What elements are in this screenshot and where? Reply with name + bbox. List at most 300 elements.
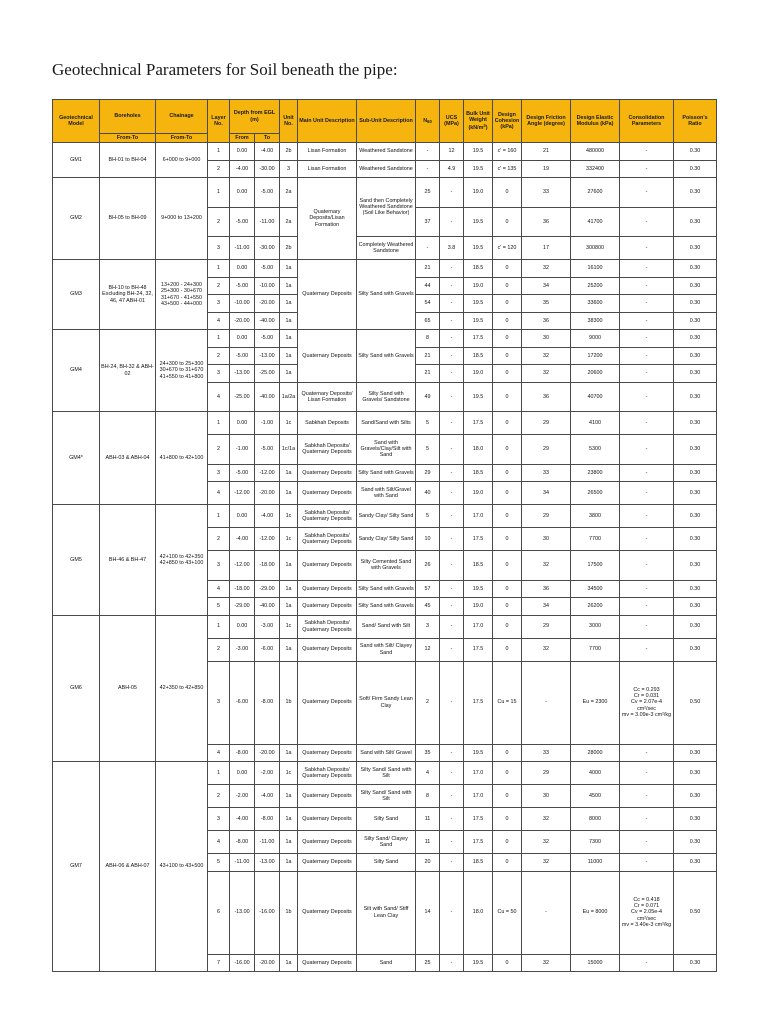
unit-cell: 1c [280, 528, 298, 551]
sub-unit-cell: Silty Cemented Sand with Gravels [357, 551, 416, 581]
friction-cell: 33 [522, 464, 571, 482]
consolidation-cell: - [620, 785, 674, 808]
unit-cell: 1a [280, 744, 298, 762]
sub-unit-cell: Silty Sand/ Sand with Silt [357, 762, 416, 785]
elastic-cell: 4000 [571, 762, 620, 785]
consolidation-cell [620, 661, 674, 744]
ucs-cell: - [440, 871, 464, 954]
n60-label: N [423, 117, 428, 124]
elastic-cell: 20600 [571, 365, 620, 383]
poisson-cell: 0.30 [674, 435, 717, 465]
layer-cell: 6 [208, 871, 230, 954]
layer-cell: 3 [208, 365, 230, 383]
unit-cell: 1a [280, 347, 298, 365]
unit-cell: 1c [280, 505, 298, 528]
ucs-cell: - [440, 312, 464, 330]
depth-from-cell: 0.00 [230, 412, 255, 435]
table-row [53, 178, 717, 208]
ucs-cell: - [440, 435, 464, 465]
col-header-unit-no: Unit No. [280, 100, 298, 143]
unit-cell: 1a [280, 295, 298, 313]
main-unit-cell: Quaternary Deposits [298, 854, 357, 872]
friction-cell: 17 [522, 237, 571, 260]
ucs-cell: - [440, 551, 464, 581]
friction-cell: 32 [522, 551, 571, 581]
unit-cell: 1c/1a [280, 435, 298, 465]
poisson-cell: 0.30 [674, 365, 717, 383]
ucs-cell: - [440, 482, 464, 505]
friction-cell: 32 [522, 854, 571, 872]
depth-from-cell: -2.00 [230, 785, 255, 808]
depth-from-cell: -8.00 [230, 744, 255, 762]
elastic-cell: 26500 [571, 482, 620, 505]
col-header-n60 [416, 100, 440, 143]
friction-cell: 19 [522, 160, 571, 178]
col-header-ucs: UCS (MPa) [440, 100, 464, 143]
col-header-friction: Design Friction Angle (degree) [522, 100, 571, 143]
sub-unit-cell: Sand [357, 954, 416, 972]
cohesion-cell: 0 [493, 482, 522, 505]
depth-from-cell: -18.00 [230, 580, 255, 598]
ucs-cell: - [440, 178, 464, 208]
sub-unit-cell: Silty Sand/ Sand with Silt [357, 785, 416, 808]
main-unit-cell: Quaternary Deposits [298, 551, 357, 581]
depth-to-cell: -5.00 [255, 260, 280, 278]
elastic-cell: 9000 [571, 330, 620, 348]
bulk-cell: 19.5 [464, 207, 493, 237]
sub-unit-cell: Sand then Completely Weathered Sandstone (Soil Like Behavior) [357, 178, 416, 237]
bulk-cell: 19.5 [464, 237, 493, 260]
main-unit-cell: Quaternary Deposits [298, 954, 357, 972]
depth-from-cell: 0.00 [230, 505, 255, 528]
ucs-cell: - [440, 854, 464, 872]
main-unit-cell: Lisan Formation [298, 143, 357, 161]
n60-cell: 4 [416, 762, 440, 785]
bulk-cell: 19.5 [464, 580, 493, 598]
layer-cell: 1 [208, 615, 230, 638]
depth-to-cell: -40.00 [255, 312, 280, 330]
poisson-cell: 0.50 [674, 871, 717, 954]
cohesion-cell: 0 [493, 505, 522, 528]
n60-subscript: 60 [427, 118, 432, 124]
depth-from-cell: -11.00 [230, 237, 255, 260]
main-unit-cell: Sabkhah Deposits/ Quaternary Deposits [298, 762, 357, 785]
depth-from-cell: -8.00 [230, 831, 255, 854]
sub-unit-cell: Silt with Sand/ Stiff Lean Clay [357, 871, 416, 954]
chainage-cell: 9+000 to 13+200 [156, 178, 208, 260]
cohesion-cell: 0 [493, 615, 522, 638]
poisson-cell: 0.50 [674, 661, 717, 744]
layer-cell: 1 [208, 762, 230, 785]
unit-cell: 1a [280, 277, 298, 295]
consolidation-cell: - [620, 464, 674, 482]
n60-cell: 49 [416, 382, 440, 412]
consolidation-mv: mv = 3.40e-3 cm²/kg [621, 921, 672, 928]
sub-unit-cell: Sand with Silt/ Clayey Sand [357, 638, 416, 661]
ucs-cell: - [440, 260, 464, 278]
friction-cell: 21 [522, 143, 571, 161]
layer-cell: 2 [208, 207, 230, 237]
unit-cell: 1c [280, 615, 298, 638]
main-unit-cell: Quaternary Deposits [298, 464, 357, 482]
depth-from-cell: -12.00 [230, 551, 255, 581]
cohesion-cell: 0 [493, 744, 522, 762]
elastic-cell: 300800 [571, 237, 620, 260]
unit-cell: 1a [280, 854, 298, 872]
depth-to-cell: -16.00 [255, 871, 280, 954]
bulk-cell: 19.5 [464, 954, 493, 972]
n60-cell: 2 [416, 661, 440, 744]
main-unit-cell: Quaternary Deposits [298, 598, 357, 616]
bulk-cell: 17.5 [464, 638, 493, 661]
depth-from-cell: 0.00 [230, 762, 255, 785]
n60-cell: 3 [416, 615, 440, 638]
bulk-cell: 18.0 [464, 871, 493, 954]
cohesion-cell: 0 [493, 277, 522, 295]
main-unit-cell: Sabkhah Deposits/ Quaternary Deposits [298, 528, 357, 551]
consolidation-cc: Cc = 0.293 [633, 687, 660, 694]
cohesion-cell: 0 [493, 178, 522, 208]
friction-cell: 36 [522, 382, 571, 412]
table-row [53, 412, 717, 435]
subheader-boreholes-from-to: From-To [100, 134, 156, 143]
col-header-bulk-unit-weight [464, 100, 493, 143]
cohesion-cell: Cu = 50 [493, 871, 522, 954]
n60-cell: - [416, 143, 440, 161]
n60-cell: 45 [416, 598, 440, 616]
n60-cell: 29 [416, 464, 440, 482]
main-unit-cell: Lisan Formation [298, 160, 357, 178]
depth-from-cell: -25.00 [230, 382, 255, 412]
depth-from-cell: 0.00 [230, 178, 255, 208]
depth-from-cell: 0.00 [230, 260, 255, 278]
consolidation-cell: - [620, 808, 674, 831]
col-header-elastic: Design Elastic Modulus (kPa) [571, 100, 620, 143]
table-row [53, 505, 717, 528]
table-row [53, 615, 717, 638]
friction-cell: 36 [522, 580, 571, 598]
friction-cell: 32 [522, 365, 571, 383]
elastic-cell: 3000 [571, 615, 620, 638]
unit-cell: 1a [280, 808, 298, 831]
depth-to-cell: -40.00 [255, 598, 280, 616]
n60-cell: 40 [416, 482, 440, 505]
depth-to-cell: -18.00 [255, 551, 280, 581]
poisson-cell: 0.30 [674, 347, 717, 365]
depth-from-cell: -6.00 [230, 661, 255, 744]
ucs-cell: - [440, 412, 464, 435]
n60-cell: 21 [416, 347, 440, 365]
consolidation-cell: - [620, 277, 674, 295]
poisson-cell: 0.30 [674, 237, 717, 260]
friction-cell: 30 [522, 785, 571, 808]
poisson-cell: 0.30 [674, 412, 717, 435]
cohesion-cell: 0 [493, 551, 522, 581]
consolidation-mv: mv = 3.09e-3 cm²/kg [621, 711, 672, 718]
poisson-cell: 0.30 [674, 160, 717, 178]
friction-cell: 32 [522, 954, 571, 972]
unit-cell: 1a [280, 551, 298, 581]
cohesion-cell: 0 [493, 528, 522, 551]
elastic-cell: 11000 [571, 854, 620, 872]
sub-unit-cell: Silty Sand [357, 854, 416, 872]
layer-cell: 1 [208, 178, 230, 208]
elastic-cell: 27600 [571, 178, 620, 208]
boreholes-cell: BH-46 & BH-47 [100, 505, 156, 616]
ucs-cell: - [440, 744, 464, 762]
cohesion-cell: 0 [493, 330, 522, 348]
depth-to-cell: -20.00 [255, 295, 280, 313]
consolidation-cell: - [620, 744, 674, 762]
ucs-cell: 12 [440, 143, 464, 161]
consolidation-cell: - [620, 954, 674, 972]
chainage-cell: 42+350 to 42+850 [156, 615, 208, 762]
friction-cell: 29 [522, 412, 571, 435]
model-cell: GM4* [53, 412, 100, 505]
sub-unit-cell: Sand with Silt/ Gravel [357, 744, 416, 762]
main-unit-cell: Quaternary Deposits/ Lisan Formation [298, 382, 357, 412]
layer-cell: 1 [208, 505, 230, 528]
n60-cell: 5 [416, 435, 440, 465]
elastic-cell: 480000 [571, 143, 620, 161]
elastic-cell: 7700 [571, 638, 620, 661]
n60-cell: 20 [416, 854, 440, 872]
col-header-model: Geotechnical Model [53, 100, 100, 143]
depth-from-cell: -1.00 [230, 435, 255, 465]
boreholes-cell: BH-01 to BH-04 [100, 143, 156, 178]
table-row [53, 143, 717, 161]
bulk-cell: 19.5 [464, 312, 493, 330]
unit-cell: 1a [280, 312, 298, 330]
main-unit-cell: Quaternary Deposits/Lisan Formation [298, 178, 357, 260]
bulk-cell: 17.5 [464, 808, 493, 831]
n60-cell: 10 [416, 528, 440, 551]
sub-unit-cell: Silty Sand with Gravels/ Sandstone [357, 382, 416, 412]
bulk-cell: 18.5 [464, 464, 493, 482]
main-unit-cell: Quaternary Deposits [298, 482, 357, 505]
ucs-cell: - [440, 580, 464, 598]
depth-to-cell: -3.00 [255, 615, 280, 638]
bulk-cell: 17.5 [464, 528, 493, 551]
table-row [53, 762, 717, 785]
unit-cell: 1c [280, 412, 298, 435]
cohesion-cell: 0 [493, 435, 522, 465]
n60-cell: 14 [416, 871, 440, 954]
consolidation-cr: Cr = 0.071 [633, 903, 660, 910]
subheader-chainage-from-to: From-To [156, 134, 208, 143]
layer-cell: 3 [208, 464, 230, 482]
friction-cell: 32 [522, 260, 571, 278]
elastic-cell: 3800 [571, 505, 620, 528]
cohesion-cell: 0 [493, 580, 522, 598]
n60-cell: 26 [416, 551, 440, 581]
cohesion-cell: 0 [493, 207, 522, 237]
ucs-cell: - [440, 785, 464, 808]
layer-cell: 5 [208, 598, 230, 616]
poisson-cell: 0.30 [674, 277, 717, 295]
consolidation-cv: Cv = 2.05e-4 cm²/sec [630, 909, 662, 922]
consolidation-cell: - [620, 143, 674, 161]
consolidation-cell: - [620, 207, 674, 237]
boreholes-cell: BH-10 to BH-48 Excluding BH-24, 32, 46, 47 ABH-01 [100, 260, 156, 330]
ucs-cell: - [440, 808, 464, 831]
layer-cell: 3 [208, 295, 230, 313]
depth-to-cell: -4.00 [255, 785, 280, 808]
friction-cell: 34 [522, 598, 571, 616]
consolidation-cell [620, 871, 674, 954]
unit-cell: 1a [280, 638, 298, 661]
friction-cell: 33 [522, 178, 571, 208]
main-unit-cell: Quaternary Deposits [298, 808, 357, 831]
depth-from-cell: 0.00 [230, 330, 255, 348]
friction-cell: 29 [522, 435, 571, 465]
depth-to-cell: -2.00 [255, 762, 280, 785]
bulk-cell: 19.0 [464, 277, 493, 295]
poisson-cell: 0.30 [674, 528, 717, 551]
elastic-cell: 7300 [571, 831, 620, 854]
poisson-cell: 0.30 [674, 464, 717, 482]
chainage-cell: 6+000 to 9+000 [156, 143, 208, 178]
depth-to-cell: -13.00 [255, 347, 280, 365]
depth-from-cell: -5.00 [230, 207, 255, 237]
poisson-cell: 0.30 [674, 580, 717, 598]
bulk-cell: 19.0 [464, 365, 493, 383]
n60-cell: 11 [416, 831, 440, 854]
layer-cell: 4 [208, 482, 230, 505]
ucs-cell: - [440, 831, 464, 854]
poisson-cell: 0.30 [674, 598, 717, 616]
unit-cell: 1c [280, 762, 298, 785]
elastic-cell: 4100 [571, 412, 620, 435]
layer-cell: 7 [208, 954, 230, 972]
consolidation-cell: - [620, 412, 674, 435]
ucs-cell: - [440, 762, 464, 785]
model-cell: GM3 [53, 260, 100, 330]
bulk-cell: 17.0 [464, 762, 493, 785]
poisson-cell: 0.30 [674, 260, 717, 278]
consolidation-cell: - [620, 831, 674, 854]
depth-to-cell: -25.00 [255, 365, 280, 383]
cohesion-cell: 0 [493, 382, 522, 412]
depth-from-cell: -16.00 [230, 954, 255, 972]
main-unit-cell: Sabkhah Deposits [298, 412, 357, 435]
consolidation-cv: Cv = 2.07e-4 cm²/sec [630, 699, 662, 712]
layer-cell: 3 [208, 661, 230, 744]
n60-cell: - [416, 160, 440, 178]
unit-cell: 1a [280, 464, 298, 482]
depth-from-cell: -3.00 [230, 638, 255, 661]
elastic-cell: 5300 [571, 435, 620, 465]
cohesion-cell: 0 [493, 598, 522, 616]
depth-from-cell: -20.00 [230, 312, 255, 330]
cohesion-cell: 0 [493, 347, 522, 365]
ucs-cell: - [440, 661, 464, 744]
consolidation-cell: - [620, 382, 674, 412]
bulk-cell: 19.5 [464, 143, 493, 161]
consolidation-cell: - [620, 505, 674, 528]
n60-cell: 11 [416, 808, 440, 831]
ucs-cell: - [440, 615, 464, 638]
bulk-cell: 18.5 [464, 260, 493, 278]
sub-unit-cell: Silty Sand [357, 808, 416, 831]
unit-cell: 1a [280, 954, 298, 972]
elastic-cell: 16100 [571, 260, 620, 278]
depth-to-cell: -29.00 [255, 580, 280, 598]
bulk-cell: 19.5 [464, 382, 493, 412]
main-unit-cell: Quaternary Deposits [298, 580, 357, 598]
depth-from-cell: -5.00 [230, 277, 255, 295]
bulk-cell: 18.5 [464, 551, 493, 581]
depth-from-cell: -11.00 [230, 854, 255, 872]
sub-unit-cell: Silty Sand with Gravels [357, 330, 416, 383]
depth-from-cell: 0.00 [230, 615, 255, 638]
n60-cell: 5 [416, 412, 440, 435]
friction-cell: 29 [522, 762, 571, 785]
ucs-cell: - [440, 638, 464, 661]
bulk-cell: 17.5 [464, 831, 493, 854]
friction-cell: 34 [522, 482, 571, 505]
n60-cell: 25 [416, 178, 440, 208]
depth-from-cell: -4.00 [230, 160, 255, 178]
layer-cell: 2 [208, 638, 230, 661]
depth-from-cell: -4.00 [230, 528, 255, 551]
friction-cell: 29 [522, 505, 571, 528]
friction-cell: 32 [522, 347, 571, 365]
elastic-cell: 38300 [571, 312, 620, 330]
depth-to-cell: -4.00 [255, 505, 280, 528]
consolidation-cell: - [620, 615, 674, 638]
depth-to-cell: -30.00 [255, 160, 280, 178]
elastic-cell: 33600 [571, 295, 620, 313]
consolidation-cell: - [620, 762, 674, 785]
layer-cell: 3 [208, 551, 230, 581]
col-header-poisson: Poisson's Ratio [674, 100, 717, 143]
depth-from-cell: -10.00 [230, 295, 255, 313]
elastic-cell: 23800 [571, 464, 620, 482]
main-unit-cell: Quaternary Deposits [298, 831, 357, 854]
col-header-consolidation: Consolidation Parameters [620, 100, 674, 143]
main-unit-cell: Sabkhah Deposits/ Quaternary Deposits [298, 435, 357, 465]
sub-unit-cell: Weathered Sandstone [357, 160, 416, 178]
poisson-cell: 0.30 [674, 785, 717, 808]
poisson-cell: 0.30 [674, 615, 717, 638]
poisson-cell: 0.30 [674, 762, 717, 785]
boreholes-cell: BH-24, BH-32 & ABH-02 [100, 330, 156, 412]
unit-cell: 1a [280, 785, 298, 808]
depth-to-cell: -20.00 [255, 744, 280, 762]
bulk-cell: 19.5 [464, 744, 493, 762]
chainage-cell: 42+100 to 42+350 42+850 to 43+100 [156, 505, 208, 616]
sub-unit-cell: Completely Weathered Sandstone [357, 237, 416, 260]
elastic-cell: 4500 [571, 785, 620, 808]
poisson-cell: 0.30 [674, 207, 717, 237]
layer-cell: 1 [208, 330, 230, 348]
depth-to-cell: -12.00 [255, 464, 280, 482]
depth-to-cell: -8.00 [255, 808, 280, 831]
ucs-cell: - [440, 365, 464, 383]
layer-cell: 2 [208, 435, 230, 465]
chainage-cell: 41+800 to 42+100 [156, 412, 208, 505]
model-cell: GM4 [53, 330, 100, 412]
consolidation-cell: - [620, 580, 674, 598]
n60-cell: 25 [416, 954, 440, 972]
layer-cell: 4 [208, 831, 230, 854]
elastic-cell: 34500 [571, 580, 620, 598]
depth-to-cell: -5.00 [255, 435, 280, 465]
chainage-cell: 24+300 to 25+300 30+670 to 31+670 41+550 to 41+800 [156, 330, 208, 412]
friction-cell: 32 [522, 808, 571, 831]
main-unit-cell: Quaternary Deposits [298, 260, 357, 330]
